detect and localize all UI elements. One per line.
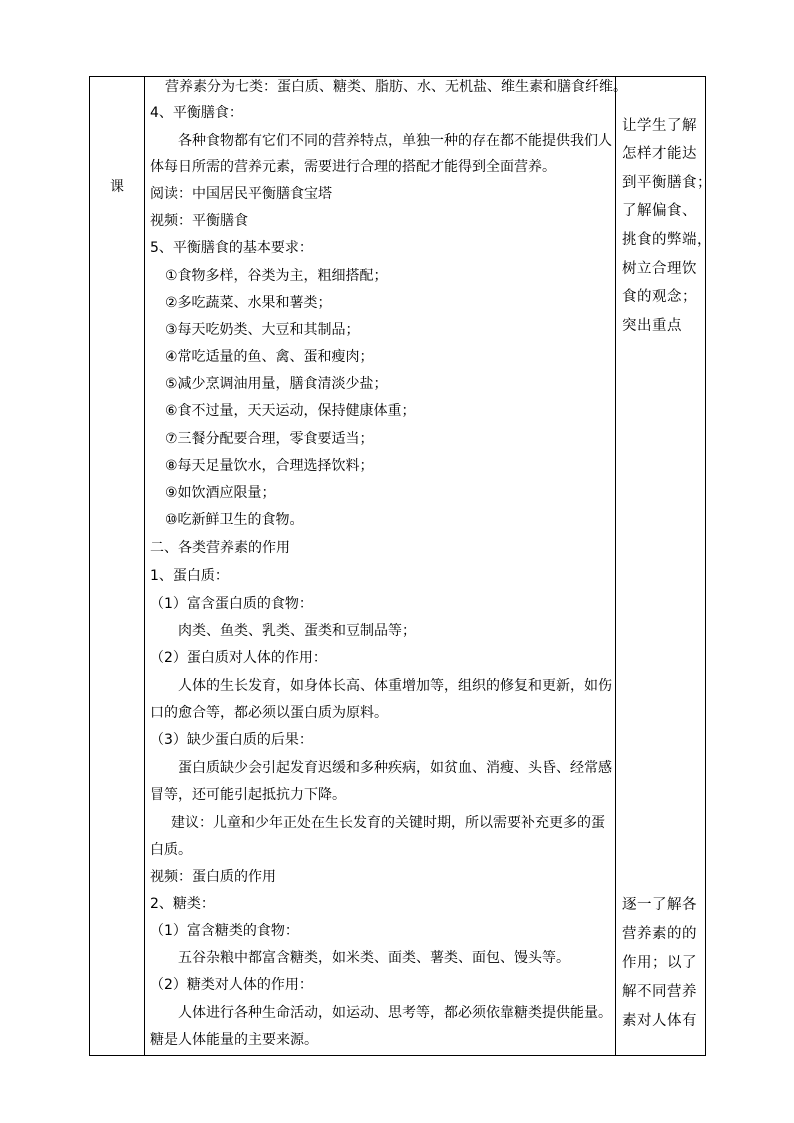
text-line: 视频：平衡膳食 [150, 213, 248, 229]
stage-label: 课 [110, 179, 124, 195]
list-item: ⑦三餐分配要合理，零食要适当； [165, 431, 374, 447]
text-line: 糖是人体能量的主要来源。 [150, 1032, 318, 1048]
note-line: 食的观念； [622, 289, 697, 305]
notes-column [616, 77, 712, 1055]
text-line: 各种食物都有它们不同的营养特点，单独一种的存在都不能提供我们人 [178, 133, 612, 149]
list-item: ⑧每天足量饮水，合理选择饮料； [165, 458, 374, 474]
note-line: 到平衡膳食； [622, 175, 712, 191]
text-line: 冒等，还可能引起抵抗力下降。 [150, 787, 346, 803]
text-line: 人体的生长发育，如身体长高、体重增加等，组织的修复和更新，如伤 [178, 678, 612, 694]
note-line: 了解偏食、 [622, 203, 697, 219]
list-item: ①食物多样，谷类为主，粗细搭配； [165, 268, 388, 284]
note-line: 素对人体有 [622, 1013, 697, 1029]
text-line: 体每日所需的营养元素，需要进行合理的搭配才能得到全面营养。 [150, 159, 556, 175]
subheading: （3）缺少蛋白质的后果： [150, 732, 313, 748]
text-line: 白质。 [150, 842, 192, 858]
text-line: 建议：儿童和少年正处在生长发育的关键时期，所以需要补充更多的蛋 [171, 815, 605, 831]
note-line: 作用；以了 [622, 955, 697, 971]
content-column [145, 77, 627, 1055]
list-item: ④常吃适量的鱼、禽、蛋和瘦肉； [165, 349, 374, 365]
stage-column [90, 77, 144, 1055]
note-line: 挑食的弊端， [622, 232, 712, 248]
note-line: 让学生了解 [622, 118, 697, 134]
note-line: 解不同营养 [622, 984, 697, 1000]
text-line: 视频：蛋白质的作用 [150, 869, 276, 885]
text-line: 口的愈合等，都必须以蛋白质为原料。 [150, 705, 388, 721]
text-line: 营养素分为七类：蛋白质、糖类、脂肪、水、无机盐、维生素和膳食纤维。 [165, 79, 627, 95]
section-heading: 二、各类营养素的作用 [150, 540, 290, 556]
subheading: （2）蛋白质对人体的作用： [150, 650, 327, 666]
subheading: （1）富含糖类的食物： [150, 923, 299, 939]
note-line: 逐一了解各 [622, 897, 697, 913]
list-item: ⑤减少烹调油用量，膳食清淡少盐； [165, 376, 388, 392]
section-heading: 1、蛋白质： [150, 568, 229, 584]
subheading: （1）富含蛋白质的食物： [150, 596, 313, 612]
subheading: （2）糖类对人体的作用： [150, 977, 313, 993]
section-heading: 2、糖类： [150, 896, 215, 912]
text-line: 肉类、鱼类、乳类、蛋类和豆制品等； [178, 623, 416, 639]
list-item: ③每天吃奶类、大豆和其制品； [165, 322, 360, 338]
section-heading: 5、平衡膳食的基本要求： [150, 240, 313, 256]
text-line: 蛋白质缺少会引起发育迟缓和多种疾病，如贫血、消瘦、头昏、经常感 [178, 760, 612, 776]
list-item: ⑩吃新鲜卫生的食物。 [165, 512, 304, 528]
text-line: 人体进行各种生命活动，如运动、思考等，都必须依靠糖类提供能量。 [178, 1005, 612, 1021]
note-line: 突出重点 [622, 318, 682, 334]
note-line: 营养素的的 [622, 926, 697, 942]
note-line: 树立合理饮 [622, 261, 697, 277]
section-heading: 4、平衡膳食： [150, 105, 243, 121]
lesson-table [89, 76, 712, 1056]
list-item: ⑨如饮酒应限量； [165, 485, 276, 501]
list-item: ⑥食不过量，天天运动，保持健康体重； [165, 403, 416, 419]
note-line: 怎样才能达 [622, 146, 697, 162]
text-line: 阅读：中国居民平衡膳食宝塔 [150, 186, 332, 202]
list-item: ②多吃蔬菜、水果和薯类； [165, 295, 332, 311]
text-line: 五谷杂粮中都富含糖类，如米类、面类、薯类、面包、馒头等。 [178, 950, 570, 966]
